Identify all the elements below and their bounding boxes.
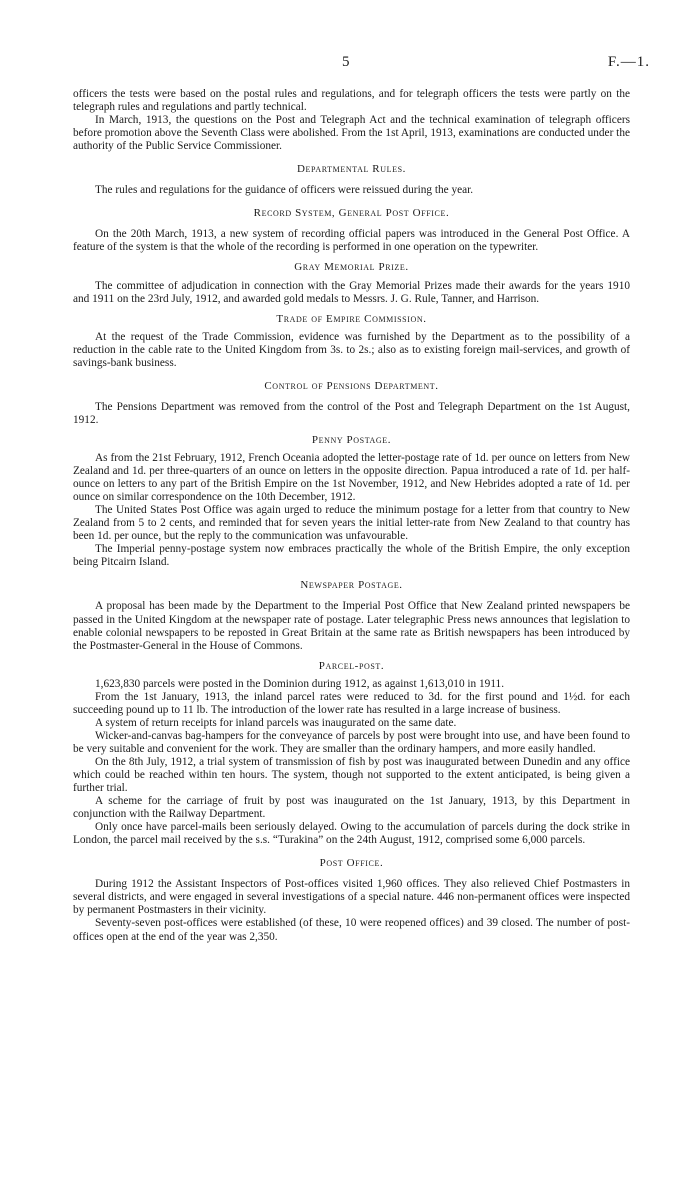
paragraph-penny-postage-1: As from the 21st February, 1912, French Oceania adopted the letter-postage rate of 1d. per ounce on letters from New Zealand and 1d. per three-quarters of an ounce on letters in the opposite direction. Papua introduced a rate of 1d. per half-ounce on letters to any part of the British Empire on the 1st November, 1912, and New Hebrides adopted a rate of 1d. per ounce on similar correspondence on the 10th December, 1912. (73, 451, 630, 504)
paragraph-newspaper-postage: A proposal has been made by the Department to the Imperial Post Office that New Zealand printed newspapers be passed in the United Kingdom at the newspaper rate of postage. Later telegraphic Press news announces that legislation to enable colonial newspapers to be reposted in Great Britain at the same rate as British newspapers has been introduced by the Postmaster-General in the House of Commons. (73, 600, 630, 652)
paragraph-record-system: On the 20th March, 1913, a new system of recording official papers was introduced in the General Post Office. A feature of the system is that the whole of the recording is performed in one operation on the typewriter. (73, 228, 630, 254)
heading-record-system: Record System, General Post Office. (253, 207, 450, 220)
paragraph-parcel-post-4: Wicker-and-canvas bag-hampers for the conveyance of parcels by post were brought into use, and have been found to be very suitable and convenient for the work. They are smaller than the ordinary hampers, and more easily handled. (73, 729, 630, 755)
heading-trade-of-empire: Trade of Empire Commission. (276, 312, 427, 325)
paragraph-post-office-2: Seventy-seven post-offices were established (of these, 10 were reopened offices) and 39 closed. The number of post-offices open at the end of the year was 2,350. (73, 917, 630, 943)
paragraph-parcel-post-1: 1,623,830 parcels were posted in the Dominion during 1912, as against 1,613,010 in 1911. (95, 677, 505, 690)
paragraph-trade-of-empire: At the request of the Trade Commission, evidence was furnished by the Department as to the possibility of a reduction in the cable rate to the United Kingdom from 3s. to 2s.; also as to existing foreign mail-services, and growth of savings-bank business. (73, 330, 630, 369)
paragraph-gray-memorial-prize: The committee of adjudication in connection with the Gray Memorial Prizes made their awards for the years 1910 and 1911 on the 23rd July, 1912, and awarded gold medals to Messrs. J. G. Rule, Tanner, and Harrison. (73, 279, 630, 305)
heading-control-of-pensions: Control of Pensions Department. (264, 379, 439, 392)
paragraph-penny-postage-3: The Imperial penny-postage system now embraces practically the whole of the British Empire, the only exception being Pitcairn Island. (73, 543, 630, 569)
heading-penny-postage: Penny Postage. (311, 433, 392, 446)
page-body (73, 88, 630, 944)
heading-gray-memorial-prize: Gray Memorial Prize. (294, 261, 409, 274)
paragraph-control-of-pensions: The Pensions Department was removed from the control of the Post and Telegraph Department on the 1st August, 1912. (73, 400, 630, 426)
paragraph-parcel-post-2: From the 1st January, 1913, the inland parcel rates were reduced to 3d. for the first pound and 1½d. for each succeeding pound up to 11 lb. The introduction of the lower rate has resulted in a large increase of business. (73, 690, 630, 716)
page-number: 5 (342, 54, 350, 70)
heading-newspaper-postage: Newspaper Postage. (300, 579, 403, 592)
paragraph-parcel-post-7: Only once have parcel-mails been seriously delayed. Owing to the accumulation of parcels during the dock strike in London, the parcel mail received by the s.s. “Turakina” on the 24th August, 1912, comprised some 6,000 parcels. (73, 821, 630, 847)
heading-post-office: Post Office. (319, 857, 384, 870)
heading-parcel-post: Parcel-post. (318, 659, 385, 672)
paragraph-departmental-rules: The rules and regulations for the guidance of officers were reissued during the year. (95, 184, 474, 197)
heading-departmental-rules: Departmental Rules. (297, 163, 406, 176)
document-reference: F.—1. (607, 54, 650, 70)
paragraph-parcel-post-6: A scheme for the carriage of fruit by post was inaugurated on the 1st January, 1913, by this Department in conjunction with the Railway Department. (73, 795, 630, 821)
paragraph-intro: officers the tests were based on the postal rules and regulations, and for telegraph officers the tests were partly on the telegraph rules and regulations and partly technical. (73, 88, 630, 114)
paragraph-penny-postage-2: The United States Post Office was again urged to reduce the minimum postage for a letter from that country to New Zealand from 5 to 2 cents, and reminded that for seven years the initial letter-rate from New Zealand to that country has been 1d. per ounce, but the reply to the communication was unfavourable. (73, 504, 630, 543)
paragraph-parcel-post-5: On the 8th July, 1912, a trial system of transmission of fish by post was inaugurated between Dunedin and any office which could be reached within ten hours. The system, though not supported to the extent anticipated, is being given a further trial. (73, 755, 630, 795)
page-header (0, 54, 700, 76)
paragraph-march: In March, 1913, the questions on the Post and Telegraph Act and the technical examination of telegraph officers before promotion above the Seventh Class were abolished. From the 1st April, 1913, examinations are conducted under the authority of the Public Service Commissioner. (73, 114, 630, 153)
paragraph-parcel-post-3: A system of return receipts for inland parcels was inaugurated on the same date. (95, 716, 457, 729)
paragraph-post-office-1: During 1912 the Assistant Inspectors of Post-offices visited 1,960 offices. They also relieved Chief Postmasters in several districts, and were engaged in several investigations of a special nature. 446 non-permanent offices were inspected by permanent Postmasters in their vicinity. (73, 878, 630, 917)
